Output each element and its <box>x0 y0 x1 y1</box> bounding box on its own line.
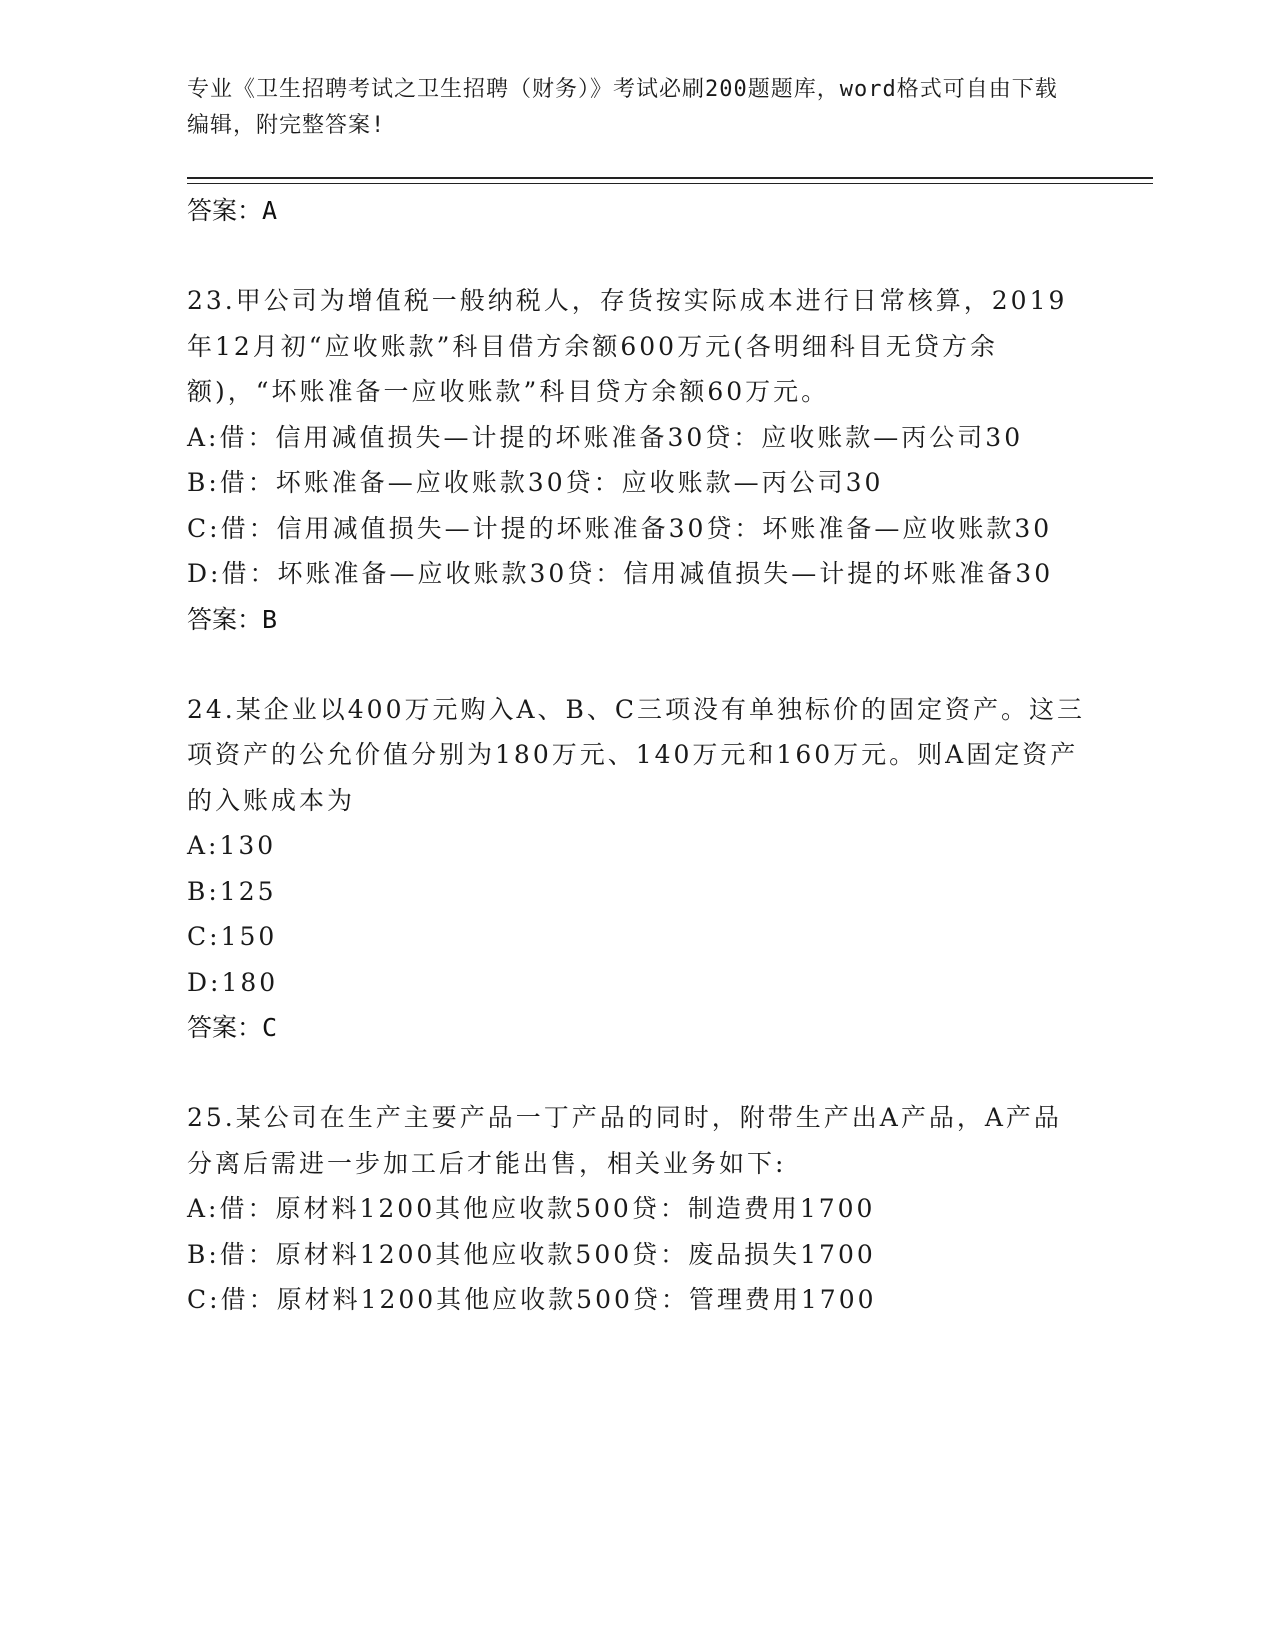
option-letter: B: <box>187 468 220 497</box>
option-letter: B: <box>187 1239 220 1269</box>
option-a <box>187 823 1087 869</box>
option-letter: B: <box>187 876 220 906</box>
document-header: 专业《卫生招聘考试之卫生招聘（财务）》考试必刷200题题库，word格式可自由下载编辑，附完整答案! <box>187 77 1058 138</box>
option-a <box>187 1186 1087 1232</box>
option-text: 借：坏账准备—应收账款30贷：信用减值损失—计提的坏账准备30 <box>221 559 1054 588</box>
question-stem: 24.某企业以400万元购入A、B、C三项没有单独标价的固定资产。这三项资产的公允价值分别为180万元、140万元和160万元。则A固定资产的入账成本为 <box>187 694 1086 815</box>
spacer <box>187 1050 1087 1095</box>
option-b <box>187 869 1087 915</box>
option-text: 130 <box>219 831 277 860</box>
question-stem: 23.甲公司为增值税一般纳税人，存货按实际成本进行日常核算，2019年12月初“应收账款”科目借方余额600万元(各明细科目无贷方余额)，“坏账准备一应收账款”科目贷方余额60万元。 <box>187 286 1068 406</box>
header-rule-thick <box>187 177 1153 179</box>
option-letter: C: <box>187 513 221 543</box>
option-text: 借：坏账准备—应收账款30贷：应收账款—丙公司30 <box>219 468 884 497</box>
option-d <box>187 551 1087 597</box>
option-letter: C: <box>187 922 221 951</box>
header-rule-thin <box>187 183 1153 184</box>
previous-answer: 答案：A <box>187 196 278 225</box>
spacer <box>187 233 1087 278</box>
question-stem: 25.某公司在生产主要产品一丁产品的同时，附带生产出A产品，A产品分离后需进一步加工后才能出售，相关业务如下: <box>187 1103 1062 1178</box>
option-c <box>187 506 1087 552</box>
option-b <box>187 1232 1087 1278</box>
question-block <box>187 1095 1087 1323</box>
option-text: 借：信用减值损失—计提的坏账准备30贷：应收账款—丙公司30 <box>219 422 1024 452</box>
spacer <box>187 642 1087 687</box>
option-letter: D: <box>187 559 222 588</box>
option-a <box>187 415 1087 461</box>
option-text: 125 <box>219 876 277 906</box>
option-letter: D: <box>187 967 222 997</box>
option-letter: C: <box>187 1285 221 1314</box>
question-answer: 答案：B <box>187 604 278 634</box>
option-text: 借：原材料1200其他应收款500贷：制造费用1700 <box>219 1194 876 1223</box>
question-block <box>187 687 1087 1051</box>
option-letter: A: <box>187 1194 220 1223</box>
question-answer: 答案：C <box>187 1013 278 1042</box>
option-b <box>187 460 1087 506</box>
option-text: 180 <box>221 967 279 997</box>
option-text: 借：原材料1200其他应收款500贷：废品损失1700 <box>219 1239 876 1269</box>
option-d <box>187 960 1087 1006</box>
option-letter: A: <box>187 831 220 860</box>
option-c <box>187 1277 1087 1323</box>
question-block <box>187 278 1087 642</box>
option-text: 借：信用减值损失—计提的坏账准备30贷：坏账准备—应收账款30 <box>220 513 1053 543</box>
option-text: 借：原材料1200其他应收款500贷：管理费用1700 <box>220 1285 877 1314</box>
option-c <box>187 914 1087 960</box>
option-text: 150 <box>220 922 278 951</box>
question-content <box>187 188 1087 1323</box>
option-letter: A: <box>187 422 220 452</box>
